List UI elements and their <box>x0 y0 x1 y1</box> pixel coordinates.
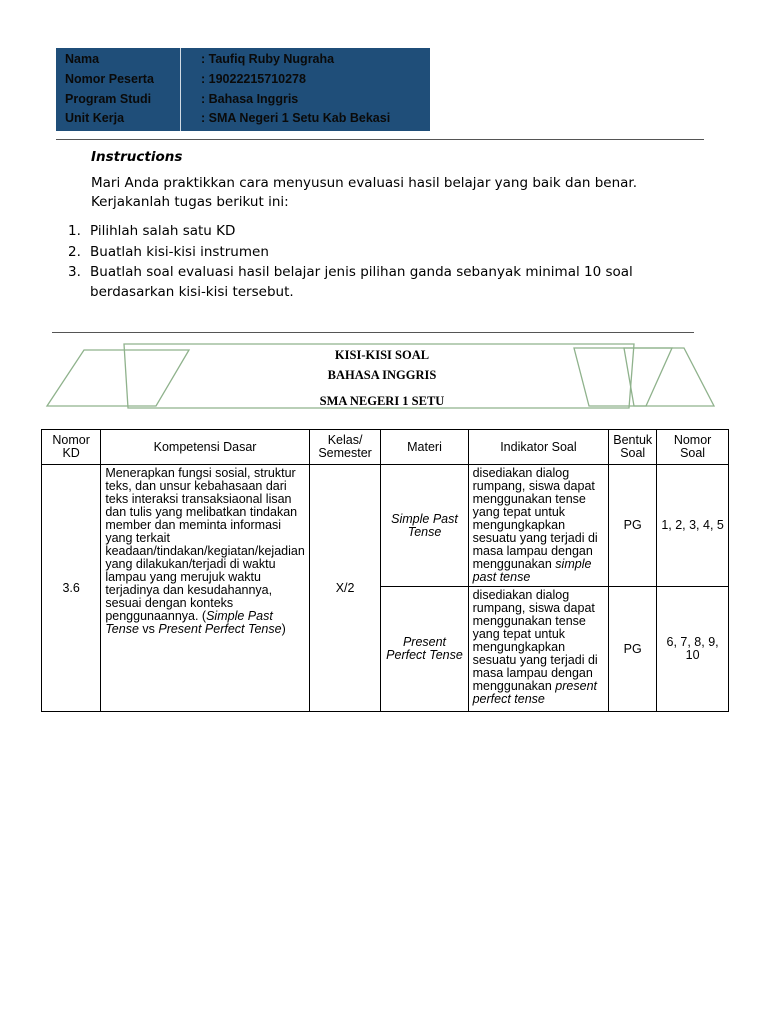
table-header-row <box>42 430 729 465</box>
indikator-italic: present perfect tense <box>472 679 597 706</box>
banner-title: KISI-KISI SOAL <box>334 348 430 362</box>
instructions-paragraph: Mari Anda praktikkan cara menyusun evaluasi hasil belajar yang baik dan benar. Kerjakanlah tugas berikut ini: <box>91 175 638 210</box>
banner-subject: BAHASA INGGRIS <box>327 368 437 382</box>
indikator-italic: simple past tense <box>472 557 592 584</box>
header-bentuk-soal: Bentuk Soal <box>609 430 657 465</box>
cell-nomor-kd: 3.6 <box>42 465 101 712</box>
header-indikator-soal: Indikator Soal <box>468 430 609 465</box>
step-text: Pilihlah salah satu KD <box>90 223 236 239</box>
header-nomor-kd: Nomor KD <box>42 430 101 465</box>
cell-bentuk-soal: PG <box>609 465 657 587</box>
identity-row-program-studi <box>56 89 430 108</box>
kisi-kisi-table <box>41 429 729 712</box>
identity-value: : Taufiq Ruby Nugraha <box>201 52 335 66</box>
identity-row-nomor-peserta <box>56 69 430 88</box>
identity-label: Program Studi <box>65 92 152 106</box>
header-kelas-semester: Kelas/ Semester <box>309 430 381 465</box>
kompetensi-italic-2: Present Perfect Tense <box>158 622 282 636</box>
cell-bentuk-soal: PG <box>609 587 657 712</box>
identity-row-nama <box>56 49 430 68</box>
header-nomor-soal: Nomor Soal <box>657 430 729 465</box>
cell-nomor-soal: 1, 2, 3, 4, 5 <box>657 465 729 587</box>
instructions-steps <box>68 222 708 303</box>
identity-row-unit-kerja <box>56 108 430 127</box>
kompetensi-text: Menerapkan fungsi sosial, struktur teks, dan unsur kebahasaan dari teks interaksi transaksiaonal lisan dan tulis yang melibatkan tindakan member dan meminta informasi yang terkait keadaan/tindakan/kegiatan/kejadian yang dilakukan/terjadi di waktu lampau yang merujuk waktu terjadinya dan kesudahannya, sesuai dengan konteks penggunaannya. ( <box>105 466 305 623</box>
cell-indikator-soal <box>468 465 609 587</box>
identity-label: Unit Kerja <box>65 111 125 125</box>
identity-value: : SMA Negeri 1 Setu Kab Bekasi <box>201 111 391 125</box>
cell-materi: Simple Past Tense <box>381 465 468 587</box>
step-item <box>68 243 708 263</box>
indikator-text: disediakan dialog rumpang, siswa dapat menggunakan tense yang tepat untuk mengungkapkan sesuatu yang terjadi di masa lampau dengan menggunakan <box>472 466 598 571</box>
horizontal-rule-top <box>56 139 704 140</box>
kompetensi-end: ) <box>281 622 286 636</box>
step-text: Buatlah kisi-kisi instrumen <box>90 243 269 260</box>
cell-kelas-semester: X/2 <box>309 465 381 712</box>
header-kompetensi-dasar: Kompetensi Dasar <box>101 430 309 465</box>
kompetensi-italic-1: Simple Past Tense <box>105 609 273 636</box>
kompetensi-vs: vs <box>138 622 159 636</box>
identity-value: : 19022215710278 <box>201 72 306 86</box>
cell-materi: Present Perfect Tense <box>381 587 468 712</box>
identity-label: Nomor Peserta <box>65 72 154 86</box>
identity-value: : Bahasa Inggris <box>201 92 299 106</box>
instructions-title: Instructions <box>91 149 183 165</box>
step-item <box>68 263 708 302</box>
kisi-kisi-banner <box>44 340 720 412</box>
banner-school: SMA NEGERI 1 SETU <box>319 394 445 408</box>
step-item <box>68 222 708 242</box>
step-number: 1. <box>68 223 81 239</box>
step-number: 3. <box>68 264 81 280</box>
cell-kompetensi-dasar <box>101 465 309 712</box>
horizontal-rule-middle <box>52 332 694 333</box>
step-number: 2. <box>68 243 81 260</box>
indikator-text: disediakan dialog rumpang, siswa dapat menggunakan tense yang tepat untuk mengungkapkan sesuatu yang terjadi di masa lampau dengan menggunakan <box>472 588 598 693</box>
identity-box <box>56 48 430 131</box>
identity-label: Nama <box>65 52 100 66</box>
cell-indikator-soal <box>468 587 609 712</box>
table-row <box>42 465 729 587</box>
header-materi: Materi <box>381 430 468 465</box>
step-text: Buatlah soal evaluasi hasil belajar jenis pilihan ganda sebanyak minimal 10 soal berdasarkan kisi-kisi tersebut. <box>90 264 633 300</box>
cell-nomor-soal: 6, 7, 8, 9, 10 <box>657 587 729 712</box>
